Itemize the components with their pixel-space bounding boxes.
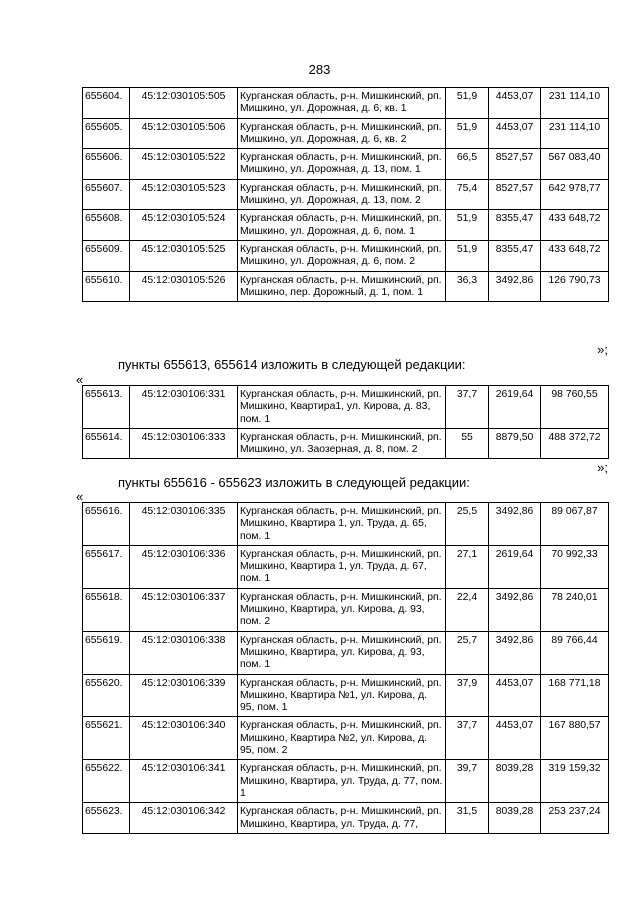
item-number: 655613.: [83, 386, 130, 429]
cadastral-value: 231 114,10: [541, 88, 609, 119]
property-address: Курганская область, р-н. Мишкинский, рп. Мишкино, Квартира1, ул. Кирова, д. 83, пом. 1: [238, 386, 446, 429]
table-row: [83, 271, 609, 302]
unit-price: 2619,64: [489, 545, 541, 588]
table-row: [83, 503, 609, 546]
property-address: Курганская область, р-н. Мишкинский, рп. Мишкино, ул. Дорожная, д. 6, кв. 2: [238, 118, 446, 149]
area-value: 51,9: [446, 88, 489, 119]
unit-price: 8527,57: [489, 179, 541, 210]
item-number: 655616.: [83, 503, 130, 546]
item-number: 655604.: [83, 88, 130, 119]
item-number: 655609.: [83, 240, 130, 271]
area-value: 37,7: [446, 717, 489, 760]
area-value: 66,5: [446, 149, 489, 180]
unit-price: 8355,47: [489, 210, 541, 241]
unit-price: 4453,07: [489, 674, 541, 717]
cadastral-value: 567 083,40: [541, 149, 609, 180]
cadastral-value: 98 760,55: [541, 386, 609, 429]
item-number: 655607.: [83, 179, 130, 210]
cadastral-value: 231 114,10: [541, 118, 609, 149]
cadastral-number: 45:12:030106:341: [130, 760, 238, 803]
unit-price: 8355,47: [489, 240, 541, 271]
closing-quote-2: »;: [597, 460, 608, 475]
area-value: 22,4: [446, 588, 489, 631]
item-number: 655621.: [83, 717, 130, 760]
area-value: 25,5: [446, 503, 489, 546]
unit-price: 3492,86: [489, 503, 541, 546]
area-value: 39,7: [446, 760, 489, 803]
opening-quote-1: «: [76, 372, 84, 387]
table-row: [83, 545, 609, 588]
table-row: [83, 588, 609, 631]
table-row: [83, 631, 609, 674]
property-address: Курганская область, р-н. Мишкинский, рп. Мишкино, Квартира, ул. Кирова, д. 93, пом. 2: [238, 588, 446, 631]
item-number: 655619.: [83, 631, 130, 674]
cadastral-value: 126 790,73: [541, 271, 609, 302]
cadastral-value: 253 237,24: [541, 803, 609, 834]
unit-price: 4453,07: [489, 88, 541, 119]
unit-price: 8039,28: [489, 803, 541, 834]
item-number: 655606.: [83, 149, 130, 180]
cadastral-number: 45:12:030106:337: [130, 588, 238, 631]
area-value: 51,9: [446, 118, 489, 149]
cadastral-value: 642 978,77: [541, 179, 609, 210]
unit-price: 8879,50: [489, 428, 541, 459]
cadastral-number: 45:12:030106:336: [130, 545, 238, 588]
item-number: 655617.: [83, 545, 130, 588]
unit-price: 2619,64: [489, 386, 541, 429]
cadastral-value: 70 992,33: [541, 545, 609, 588]
cadastral-number: 45:12:030106:338: [130, 631, 238, 674]
area-value: 55: [446, 428, 489, 459]
cadastral-number: 45:12:030106:333: [130, 428, 238, 459]
property-address: Курганская область, р-н. Мишкинский, рп. Мишкино, ул. Дорожная, д. 13, пом. 2: [238, 179, 446, 210]
cadastral-number: 45:12:030106:340: [130, 717, 238, 760]
item-number: 655610.: [83, 271, 130, 302]
item-number: 655623.: [83, 803, 130, 834]
cadastral-value: 78 240,01: [541, 588, 609, 631]
cadastral-number: 45:12:030105:523: [130, 179, 238, 210]
area-value: 37,9: [446, 674, 489, 717]
cadastral-number: 45:12:030105:522: [130, 149, 238, 180]
closing-quote-1: »;: [597, 342, 608, 357]
cadastral-number: 45:12:030105:505: [130, 88, 238, 119]
registry-table-1: [82, 87, 609, 302]
cadastral-value: 167 880,57: [541, 717, 609, 760]
property-address: Курганская область, р-н. Мишкинский, рп. Мишкино, ул. Дорожная, д. 13, пом. 1: [238, 149, 446, 180]
unit-price: 4453,07: [489, 118, 541, 149]
amendment-paragraph-1: пункты 655613, 655614 изложить в следующей редакции:: [118, 357, 466, 372]
item-number: 655622.: [83, 760, 130, 803]
property-address: Курганская область, р-н. Мишкинский, рп. Мишкино, Квартира 1, ул. Труда, д. 65, пом. 1: [238, 503, 446, 546]
table-row: [83, 240, 609, 271]
item-number: 655608.: [83, 210, 130, 241]
cadastral-number: 45:12:030106:335: [130, 503, 238, 546]
area-value: 31,5: [446, 803, 489, 834]
cadastral-number: 45:12:030105:524: [130, 210, 238, 241]
area-value: 25,7: [446, 631, 489, 674]
property-address: Курганская область, р-н. Мишкинский, рп. Мишкино, пер. Дорожный, д. 1, пом. 1: [238, 271, 446, 302]
table-row: [83, 760, 609, 803]
opening-quote-2: «: [76, 489, 84, 504]
item-number: 655605.: [83, 118, 130, 149]
unit-price: 4453,07: [489, 717, 541, 760]
table-row: [83, 179, 609, 210]
unit-price: 8039,28: [489, 760, 541, 803]
unit-price: 3492,86: [489, 631, 541, 674]
table-row: [83, 149, 609, 180]
table-row: [83, 674, 609, 717]
area-value: 75,4: [446, 179, 489, 210]
cadastral-value: 168 771,18: [541, 674, 609, 717]
area-value: 51,9: [446, 210, 489, 241]
cadastral-number: 45:12:030106:339: [130, 674, 238, 717]
item-number: 655614.: [83, 428, 130, 459]
unit-price: 8527,57: [489, 149, 541, 180]
property-address: Курганская область, р-н. Мишкинский, рп. Мишкино, Квартира, ул. Труда, д. 77,: [238, 803, 446, 834]
cadastral-number: 45:12:030106:331: [130, 386, 238, 429]
area-value: 27,1: [446, 545, 489, 588]
property-address: Курганская область, р-н. Мишкинский, рп. Мишкино, Квартира, ул. Кирова, д. 93, пом. 1: [238, 631, 446, 674]
cadastral-number: 45:12:030105:506: [130, 118, 238, 149]
cadastral-number: 45:12:030105:525: [130, 240, 238, 271]
table-row: [83, 386, 609, 429]
registry-table-2: [82, 385, 609, 459]
property-address: Курганская область, р-н. Мишкинский, рп. Мишкино, Квартира №1, ул. Кирова, д. 95, пом. 1: [238, 674, 446, 717]
property-address: Курганская область, р-н. Мишкинский, рп. Мишкино, Квартира, ул. Труда, д. 77, пом. 1: [238, 760, 446, 803]
unit-price: 3492,86: [489, 271, 541, 302]
area-value: 51,9: [446, 240, 489, 271]
cadastral-value: 433 648,72: [541, 240, 609, 271]
property-address: Курганская область, р-н. Мишкинский, рп. Мишкино, ул. Заозерная, д. 8, пом. 2: [238, 428, 446, 459]
registry-table-3: [82, 502, 609, 834]
table-row: [83, 210, 609, 241]
table-row: [83, 803, 609, 834]
property-address: Курганская область, р-н. Мишкинский, рп. Мишкино, Квартира №2, ул. Кирова, д. 95, пом. 2: [238, 717, 446, 760]
cadastral-value: 89 067,87: [541, 503, 609, 546]
item-number: 655618.: [83, 588, 130, 631]
area-value: 37,7: [446, 386, 489, 429]
area-value: 36,3: [446, 271, 489, 302]
property-address: Курганская область, р-н. Мишкинский, рп. Мишкино, Квартира 1, ул. Труда, д. 67, пом. 1: [238, 545, 446, 588]
unit-price: 3492,86: [489, 588, 541, 631]
table-row: [83, 118, 609, 149]
cadastral-value: 89 766,44: [541, 631, 609, 674]
cadastral-value: 319 159,32: [541, 760, 609, 803]
page-number: 283: [308, 62, 331, 77]
amendment-paragraph-2: пункты 655616 - 655623 изложить в следующей редакции:: [118, 475, 470, 490]
item-number: 655620.: [83, 674, 130, 717]
cadastral-value: 488 372,72: [541, 428, 609, 459]
table-row: [83, 88, 609, 119]
property-address: Курганская область, р-н. Мишкинский, рп. Мишкино, ул. Дорожная, д. 6, кв. 1: [238, 88, 446, 119]
table-row: [83, 428, 609, 459]
cadastral-number: 45:12:030106:342: [130, 803, 238, 834]
cadastral-value: 433 648,72: [541, 210, 609, 241]
table-row: [83, 717, 609, 760]
cadastral-number: 45:12:030105:526: [130, 271, 238, 302]
property-address: Курганская область, р-н. Мишкинский, рп. Мишкино, ул. Дорожная, д. 6, пом. 2: [238, 240, 446, 271]
property-address: Курганская область, р-н. Мишкинский, рп. Мишкино, ул. Дорожная, д. 6, пом. 1: [238, 210, 446, 241]
